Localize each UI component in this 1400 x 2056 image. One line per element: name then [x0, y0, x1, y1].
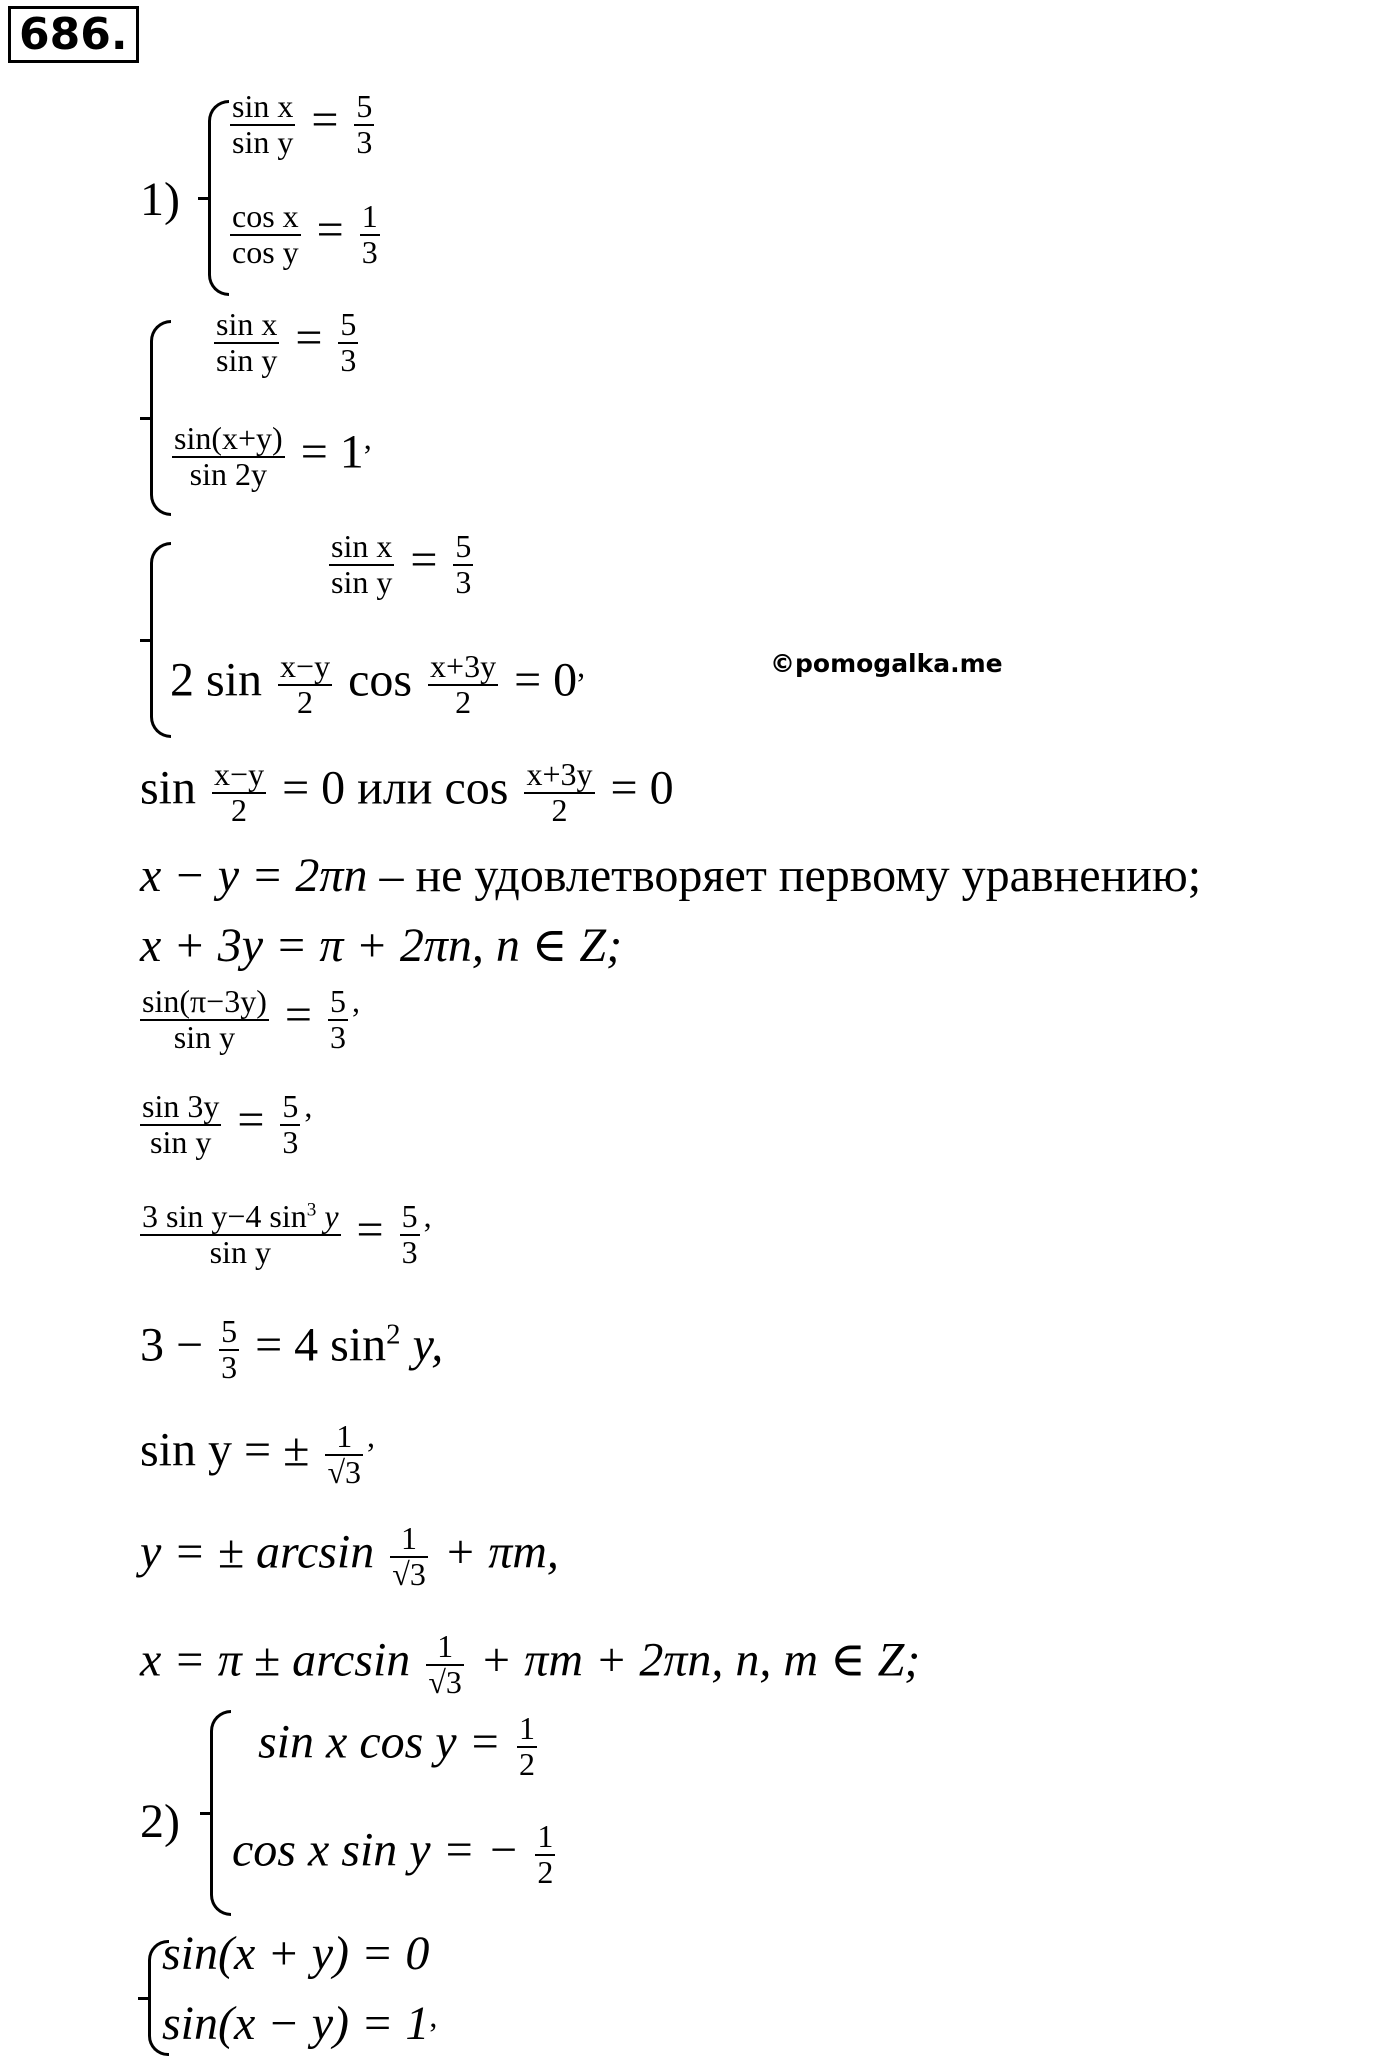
fraction: $\frac{\sin 3y}{\text{sin y}}$ [142, 1088, 220, 1160]
fraction: $\frac{x+3y}{2}$ [430, 648, 497, 720]
equation-row: sin $\frac{x-y}{2}$ = 0 или cos $\frac{x+3y}{2}$ = 0 [140, 756, 674, 828]
fraction: $\frac{5}{3}$ [340, 306, 357, 378]
fraction: $\frac{\sin(\pi-3y)}{\text{sin y}}$ [142, 983, 267, 1055]
equation-row: $\frac{\sin(\pi-3y)}{\text{sin y}}$ = $\frac{5}{3}$ , [142, 983, 360, 1055]
part2-label: 2) [140, 1795, 180, 1848]
fraction: $\frac{x-y}{2}$ [214, 756, 265, 828]
fraction: $\frac{\sin(x+y)}{\sin 2y}$ [174, 420, 283, 492]
fraction: $\frac{\text{sin x}}{\text{sin y}}$ [216, 306, 278, 378]
equation-row: $\frac{\text{sin x}}{\text{sin y}}$ = $\frac{5}{3}$ [331, 528, 472, 600]
fraction: $\frac{5}{3}$ [455, 528, 472, 600]
fraction: $\frac{1}{√3}$ [327, 1418, 361, 1490]
system-brace [210, 1710, 231, 1916]
fraction: $\frac{3 \sin y-4 \sin^3 y}{\text{sin y}}$ [142, 1198, 339, 1270]
fraction: $\frac{1}{2}$ [519, 1710, 535, 1782]
equation-row: $\frac{\text{cos x}}{\text{cos y}}$ = $\frac{1}{3}$ [232, 198, 378, 270]
equation-row: $\frac{3 \sin y-4 \sin^3 y}{\text{sin y}}$ = $\frac{5}{3}$ , [142, 1198, 432, 1270]
equation-row: sin x cos y = $\frac{1}{2}$ [258, 1710, 535, 1782]
equation-row: $\frac{\sin 3y}{\text{sin y}}$ = $\frac{5}{3}$ , [142, 1088, 313, 1160]
fraction: $\frac{\text{sin x}}{\text{sin y}}$ [232, 88, 294, 160]
equation-row: sin y = ± $\frac{1}{√3}$ , [140, 1418, 375, 1490]
fraction: $\frac{1}{√3}$ [392, 1520, 426, 1592]
equation-row: x = π ± arcsin $\frac{1}{√3}$ + πm + 2πn, n, m ∈ Z; [140, 1628, 921, 1700]
equation-row: cos x sin y = − $\frac{1}{2}$ [232, 1818, 554, 1890]
fraction: $\frac{\text{cos x}}{\text{cos y}}$ [232, 198, 299, 270]
equation-row: $\frac{\text{sin x}}{\text{sin y}}$ = $\frac{5}{3}$ [232, 88, 373, 160]
equation-row: $\frac{\sin(x+y)}{\sin 2y}$ = 1, [174, 420, 372, 492]
fraction: $\frac{5}{3}$ [329, 983, 346, 1055]
fraction: $\frac{x-y}{2}$ [280, 648, 331, 720]
fraction: $\frac{5}{3}$ [282, 1088, 299, 1160]
equation-row: y = ± arcsin $\frac{1}{√3}$ + πm, [140, 1520, 559, 1592]
equation-row: 2 sin $\frac{x-y}{2}$ cos $\frac{x+3y}{2}$ = 0, [170, 648, 586, 720]
equation-row: sin(x − y) = 1, [162, 1997, 438, 2050]
equation-row: 3 − $\frac{5}{3}$ = 4 $\sin^2 y$, [140, 1313, 444, 1385]
fraction: $\frac{1}{3}$ [361, 198, 378, 270]
watermark: ©pomogalka.me [770, 649, 1003, 678]
fraction: $\frac{\text{sin x}}{\text{sin y}}$ [331, 528, 393, 600]
equation-row: $\frac{\text{sin x}}{\text{sin y}}$ = $\frac{5}{3}$ [216, 306, 357, 378]
equation-row: sin(x + y) = 0 [162, 1927, 430, 1980]
equation-row: x + 3y = π + 2πn, n ∈ Z; [140, 919, 623, 972]
fraction: $\frac{5}{3}$ [356, 88, 373, 160]
system-brace [150, 542, 171, 738]
equation-row: x − y = 2πn – не удовлетворяет первому уравнению; [140, 849, 1202, 902]
fraction: $\frac{1}{2}$ [537, 1818, 554, 1890]
fraction: $\frac{5}{3}$ [401, 1198, 418, 1270]
fraction: $\frac{x+3y}{2}$ [526, 756, 593, 828]
fraction: $\frac{5}{3}$ [221, 1313, 238, 1385]
fraction: $\frac{1}{√3}$ [428, 1628, 462, 1700]
part1-label: 1) [140, 173, 180, 226]
problem-number: 686. [8, 6, 139, 63]
